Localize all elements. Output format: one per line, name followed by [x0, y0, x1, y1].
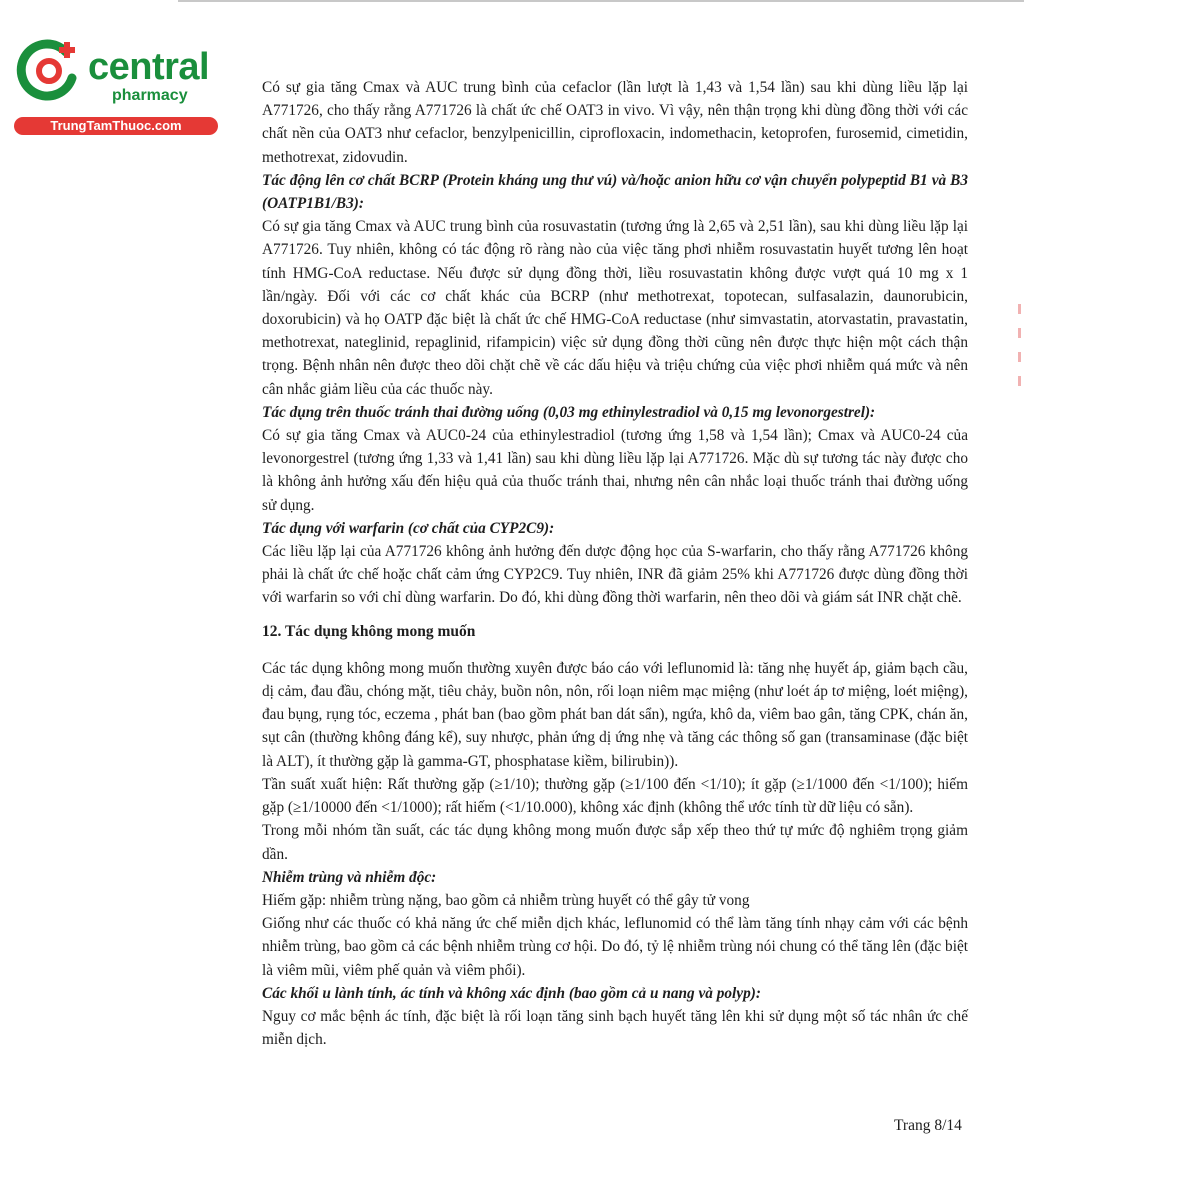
- paragraph-warfarin: Các liều lặp lại của A771726 không ảnh hưởng đến dược động học của S-warfarin, cho thấy rằng A771726 không phải là chất ức chế hoặc chất cảm ứng CYP2C9. Tuy nhiên, INR đã giảm 25% khi A771726 được dùng đồng thời với warfarin so với chỉ dùng warfarin. Do đó, khi dùng đồng thời warfarin, nên theo dõi và giám sát INR chặt chẽ.: [262, 543, 968, 607]
- pharmacy-cross-icon: [16, 38, 82, 104]
- brand-subtitle: pharmacy: [112, 87, 188, 104]
- paragraph-ordering: Trong mỗi nhóm tần suất, các tác dụng không mong muốn được sắp xếp theo thứ tự mức độ nghiêm trọng giảm dần.: [262, 822, 968, 863]
- heading-bcrp: Tác động lên cơ chất BCRP (Protein kháng ung thư vú) và/hoặc anion hữu cơ vận chuyển polypeptid B1 và B3 (OATP1B1/B3):: [262, 171, 968, 213]
- paragraph-common-effects: Các tác dụng không mong muốn thường xuyên được báo cáo với leflunomid là: tăng nhẹ huyết áp, giảm bạch cầu, dị cảm, đau đầu, chóng mặt, tiêu chảy, buồn nôn, nôn, rối loạn niêm mạc miệng (như loét áp tơ miệng, loét miệng), đau bụng, rụng tóc, eczema , phát ban (bao gồm phát ban dát sẩn), ngứa, khô da, viêm bao gân, tăng CPK, chán ăn, sụt cân (thường không đáng kể), suy nhược, phản ứng dị ứng nhẹ và tăng các thông số gan (transaminase (đặc biệt là ALT), ít thường gặp là gamma-GT, phosphatase kiềm, bilirubin)).: [262, 659, 968, 770]
- heading-warfarin: Tác dụng với warfarin (cơ chất của CYP2C9):: [262, 519, 555, 537]
- paragraph-cefaclor: Có sự gia tăng Cmax và AUC trung bình của cefaclor (lần lượt là 1,43 và 1,54 lần) sau khi dùng liều lặp lại A771726, cho thấy rằng A771726 là chất ức chế OAT3 in vivo. Vì vậy, nên thận trọng khi dùng đồng thời với các chất nền của OAT3 như cefaclor, benzylpenicillin, ciprofloxacin, indomethacin, ketoprofen, furosemid, cimetidin, methotrexat, zidovudin.: [262, 79, 968, 166]
- heading-infections: Nhiễm trùng và nhiễm độc:: [262, 868, 437, 886]
- paragraph-malignancy: Nguy cơ mắc bệnh ác tính, đặc biệt là rối loạn tăng sinh bạch huyết tăng lên khi sử dụng một số tác nhân ức chế miễn dịch.: [262, 1007, 968, 1049]
- paragraph-immunosuppression: Giống như các thuốc có khả năng ức chế miễn dịch khác, leflunomid có thể làm tăng tính nhạy cảm với các bệnh nhiễm trùng, bao gồm cả các bệnh nhiễm trùng cơ hội. Do đó, tỷ lệ nhiễm trùng nói chung có thể tăng lên (đặc biệt là viêm mũi, viêm phế quản và viêm phổi).: [262, 915, 968, 979]
- paragraph-rare-infection: Hiếm gặp: nhiễm trùng nặng, bao gồm cả nhiễm trùng huyết có thể gây tử vong: [262, 891, 750, 909]
- central-pharmacy-logo[interactable]: [8, 38, 218, 138]
- paragraph-rosuvastatin: Có sự gia tăng Cmax và AUC trung bình của rosuvastatin (tương ứng là 2,65 và 2,51 lần), sau khi dùng liều lặp lại A771726. Tuy nhiên, không có tác động rõ ràng nào của việc tăng phơi nhiễm rosuvastatin huyết tương lên hoạt tính HMG-CoA reductase. Nếu được sử dụng đồng thời, liều rosuvastatin không được vượt quá 10 mg x 1 lần/ngày. Đối với các cơ chất khác của BCRP (như methotrexat, topotecan, sulfasalazin, daunorubicin, doxorubicin) và họ OATP đặc biệt là chất ức chế HMG-CoA reductase (như simvastatin, atorvastatin, pravastatin, methotrexat, nateglinid, repaglinid, rifampicin) việc sử dụng đồng thời cũng nên được thực hiện một cách thận trọng. Bệnh nhân nên được theo dõi chặt chẽ về các dấu hiệu và triệu chứng của việc phơi nhiễm quá mức và nên cân nhắc giảm liều của các thuốc này.: [262, 218, 968, 398]
- paragraph-ethinylestradiol: Có sự gia tăng Cmax và AUC0-24 của ethinylestradiol (tương ứng 1,58 và 1,54 lần); Cmax và AUC0-24 của levonorgestrel (tương ứng 1,33 và 1,41 lần) sau khi dùng liều lặp lại A771726. Mặc dù sự tương tác này được cho là không ảnh hưởng xấu đến hiệu quả của thuốc tránh thai, nhưng nên cân nhắc loại thuốc tránh thai đường uống sử dụng.: [262, 427, 968, 514]
- margin-marks: [1012, 290, 1032, 450]
- section-title-adverse-effects: 12. Tác dụng không mong muốn: [262, 622, 476, 640]
- document-body: [262, 76, 968, 1051]
- brand-name: central: [88, 46, 210, 88]
- scan-top-edge: [178, 0, 1024, 2]
- site-url-badge[interactable]: TrungTamThuoc.com: [14, 117, 218, 135]
- heading-contraceptive: Tác dụng trên thuốc tránh thai đường uống (0,03 mg ethinylestradiol và 0,15 mg levonorgestrel):: [262, 403, 876, 421]
- page-number: Trang 8/14: [894, 1117, 962, 1134]
- heading-neoplasms: Các khối u lành tính, ác tính và không xác định (bao gồm cả u nang và polyp):: [262, 984, 761, 1002]
- paragraph-frequency: Tần suất xuất hiện: Rất thường gặp (≥1/10); thường gặp (≥1/100 đến <1/10); ít gặp (≥1/1000 đến <1/100); hiếm gặp (≥1/10000 đến <1/1000); rất hiếm (<1/10.000), không xác định (không thể ước tính từ dữ liệu có sẵn).: [262, 775, 968, 817]
